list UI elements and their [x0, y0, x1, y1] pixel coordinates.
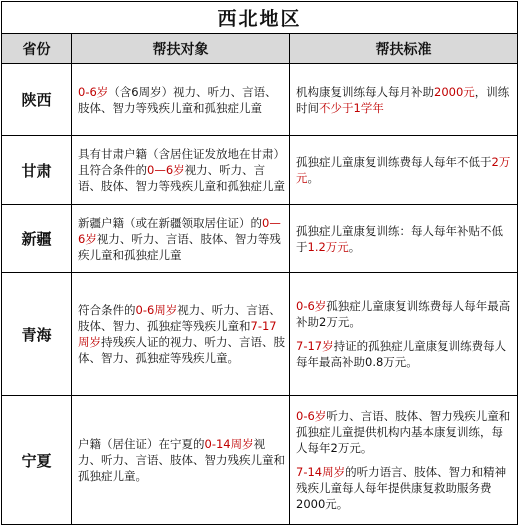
highlight-text: 0-6周岁 [135, 303, 178, 317]
body-text: 孤独症儿童康复训练费每人每年最高补助2万元。 [296, 299, 511, 329]
support-policy-sheet [1, 1, 517, 520]
highlight-text: 7-17周岁 [78, 319, 277, 349]
body-text: （含6周岁）视力、听力、言语、肢体、智力等残疾儿童和孤独症儿童 [78, 84, 277, 115]
body-text: 视力、听力、言语、肢体、智力等残疾儿童和孤独症儿童 [78, 231, 281, 262]
table-row [2, 396, 518, 525]
highlight-text: 0-6岁 [78, 84, 109, 99]
body-text: 的听力语言、肢体、智力和精神残疾儿童每人每年提供康复救助服务费2000元。 [296, 465, 507, 511]
standard-paragraph [296, 464, 513, 512]
body-text: 孤独症儿童康复训练：每人每年补贴不低于 [296, 223, 503, 254]
highlight-text: 不少于1学年 [319, 100, 384, 115]
body-text: 。 [307, 171, 319, 185]
highlight-text: 2000元 [434, 84, 475, 99]
province-cell: 陕西 [2, 64, 72, 136]
highlight-text: 7-14周岁 [296, 465, 346, 479]
standard-paragraph [296, 338, 513, 370]
province-cell: 新疆 [2, 205, 72, 273]
highlight-text: 0-6岁 [296, 409, 327, 423]
province-cell: 宁夏 [2, 396, 72, 525]
highlight-text: 7-17岁 [296, 339, 334, 353]
highlight-text: 0-6岁 [296, 299, 327, 313]
target-cell [72, 205, 290, 273]
body-text: 视力、听力、言语、肢体、智力残疾儿童和孤独症儿童。 [78, 437, 285, 483]
standard-cell [290, 273, 518, 396]
standard-paragraph [296, 84, 513, 116]
policy-table [1, 1, 518, 525]
table-row [2, 205, 518, 273]
target-cell [72, 273, 290, 396]
standard-cell [290, 64, 518, 136]
target-cell [72, 136, 290, 205]
standard-paragraph [296, 223, 513, 255]
target-cell [72, 64, 290, 136]
standard-cell [290, 396, 518, 525]
body-text: 持残疾人证的视力、听力、言语、肢体、智力、孤独症等残疾儿童。 [78, 335, 285, 365]
province-cell: 青海 [2, 273, 72, 396]
region-title: 西北地区 [2, 2, 518, 34]
standard-cell [290, 136, 518, 205]
body-text: 视力、听力、言语、肢体、智力、孤独症等残疾儿童和 [78, 303, 281, 333]
body-text: 新疆户籍（或在新疆领取居住证）的 [78, 215, 262, 230]
header-standard: 帮扶标准 [290, 34, 518, 64]
header-province: 省份 [2, 34, 72, 64]
standard-paragraph [296, 408, 513, 456]
standard-cell [290, 205, 518, 273]
body-text: 。 [348, 239, 361, 254]
highlight-text: 2万元 [296, 155, 511, 185]
standard-paragraph [296, 154, 513, 186]
body-text: ，训练时间 [296, 84, 510, 115]
highlight-text: 1.2万元 [307, 239, 349, 254]
body-text: 户籍（居住证）在宁夏的 [78, 437, 205, 451]
table-row [2, 273, 518, 396]
highlight-text: 0-14周岁 [204, 437, 254, 451]
province-cell: 甘肃 [2, 136, 72, 205]
body-text: 视力、听力、言语、肢体、智力等残疾儿童和孤独症儿童 [78, 163, 285, 193]
highlight-text: 0—6岁 [78, 215, 281, 246]
body-text: 机构康复训练每人每月补助 [296, 84, 434, 99]
body-text: 符合条件的 [78, 303, 136, 317]
policy-rows [2, 64, 518, 525]
body-text: 持证的孤独症儿童康复训练费每人每年最高补助0.8万元。 [296, 339, 507, 369]
body-text: 具有甘肃户籍（含居住证发放地在甘肃）且符合条件的 [78, 147, 285, 177]
body-text: 听力、言语、肢体、智力残疾儿童和孤独症儿童提供机构内基本康复训练，每人每年2万元。 [296, 409, 511, 455]
table-row [2, 136, 518, 205]
header-target: 帮扶对象 [72, 34, 290, 64]
highlight-text: 0—6岁 [147, 163, 185, 177]
table-row [2, 64, 518, 136]
body-text: 孤独症儿童康复训练费每人每年不低于 [296, 155, 492, 169]
standard-paragraph [296, 298, 513, 330]
target-cell [72, 396, 290, 525]
